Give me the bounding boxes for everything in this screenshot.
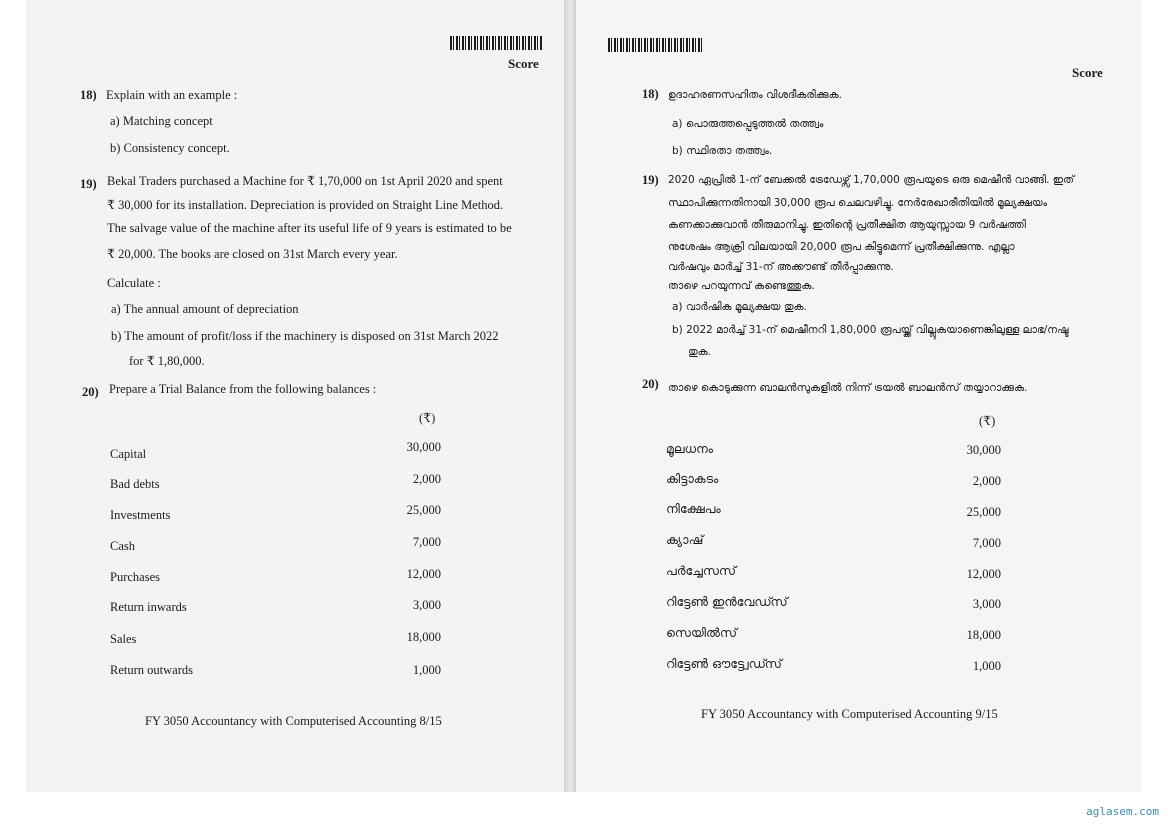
balance-label-ml: സെയിൽസ് xyxy=(666,625,738,640)
balance-label: Sales xyxy=(110,632,137,646)
balance-label: Investments xyxy=(110,508,171,522)
balance-label: Capital xyxy=(110,447,147,461)
question-20-number: 20) xyxy=(82,385,99,399)
question-19-line-3: The salvage value of the machine after its useful life of 9 years is estimated to be xyxy=(107,221,512,235)
question-19-line-1: Bekal Traders purchased a Machine for ₹ 1,70,000 on 1st April 2020 and spent xyxy=(107,174,503,188)
balance-amount-ml: 18,000 xyxy=(966,628,1001,642)
question-18-part-a-ml: a) പൊരുത്തപ്പെടുത്തൽ തത്ത്വം xyxy=(672,118,824,130)
balance-amount: 2,000 xyxy=(412,472,441,486)
question-19-part-b-line-2-ml: തുക. xyxy=(688,346,712,358)
score-label-right: Score xyxy=(1072,65,1103,80)
left-page xyxy=(26,0,564,792)
balance-label-ml: റിട്ടേൺ ഔട്ട്വേഡ്സ് xyxy=(666,656,782,671)
question-19-part-b-line-1: b) The amount of profit/loss if the machinery is disposed on 31st March 2022 xyxy=(111,329,499,343)
balance-amount-ml: 2,000 xyxy=(972,474,1001,488)
balance-amount-ml: 30,000 xyxy=(966,443,1001,457)
currency-header-left: (₹) xyxy=(419,411,436,425)
balance-amount: 12,000 xyxy=(406,567,441,581)
question-19-line-4: ₹ 20,000. The books are closed on 31st March every year. xyxy=(107,247,398,261)
question-20-text-ml: താഴെ കൊടുക്കുന്ന ബാലൻസുകളിൽ നിന്ന് ട്രയൽ ബാലൻസ് തയ്യാറാക്കുക. xyxy=(668,382,1028,394)
balance-amount-ml: 3,000 xyxy=(972,597,1001,611)
question-20-text: Prepare a Trial Balance from the following balances : xyxy=(109,382,377,396)
balance-amount: 30,000 xyxy=(406,440,441,454)
question-19-line-4-ml: നുശേഷം ആക്രി വിലയായി 20,000 രൂപ കിട്ടുമെന്ന് പ്രതീക്ഷിക്കുന്നു. എല്ലാ xyxy=(668,241,1015,253)
question-19-part-b-line-2: for ₹ 1,80,000. xyxy=(129,354,205,368)
question-20-number-ml: 20) xyxy=(642,377,659,391)
barcode-left xyxy=(450,36,542,50)
question-19-part-b-line-1-ml: b) 2022 മാർച്ച് 31-ന് മെഷീനറി 1,80,000 രൂപയ്ക്ക് വില്ലുകയാണെങ്കിലുള്ള ലാഭ/നഷ്ട xyxy=(672,324,1069,336)
balance-amount: 1,000 xyxy=(412,663,441,677)
balance-label-ml: റിട്ടേൺ ഇൻവേഡ്സ് xyxy=(666,594,788,609)
question-19-line-2: ₹ 30,000 for its installation. Depreciation is provided on Straight Line Method. xyxy=(107,198,504,212)
balance-label-ml: കിട്ടാകടം xyxy=(666,471,719,486)
balance-amount-ml: 1,000 xyxy=(972,659,1001,673)
question-18-text: Explain with an example : xyxy=(106,88,238,102)
question-19-line-5-ml: വർഷവും മാർച്ച് 31-ന് അക്കൗണ്ട് തീർപ്പാക്കുന്നു. xyxy=(668,261,894,273)
question-19-number-ml: 19) xyxy=(642,173,659,187)
question-19-part-a: a) The annual amount of depreciation xyxy=(111,302,299,316)
score-label-left: Score xyxy=(508,56,539,71)
balance-label-ml: നിക്ഷേപം xyxy=(666,501,721,516)
balance-label-ml: പർച്ചേസസ് xyxy=(666,563,736,578)
right-page xyxy=(576,0,1142,792)
question-19-line-3-ml: കണക്കാക്കുവാൻ തീരുമാനിച്ചു. ഇതിന്റെ പ്രതീക്ഷിത ആയുസ്സായ 9 വർഷത്തി xyxy=(668,219,1026,231)
balance-label: Return outwards xyxy=(110,663,193,677)
balance-amount: 3,000 xyxy=(412,598,441,612)
balance-label: Cash xyxy=(110,539,135,553)
balance-amount: 25,000 xyxy=(406,503,441,517)
balance-amount-ml: 25,000 xyxy=(966,505,1001,519)
question-19-number: 19) xyxy=(80,177,97,191)
balance-label-ml: മൂലധനം xyxy=(666,441,713,456)
currency-header-right: (₹) xyxy=(979,414,996,428)
question-19-calculate: Calculate : xyxy=(107,276,161,290)
question-19-calculate-ml: താഴെ പറയുന്നവ് കണ്ടെത്തുക. xyxy=(668,280,815,292)
question-19-part-a-ml: a) വാർഷിക മൂല്യക്ഷയ തുക. xyxy=(672,301,807,313)
question-18-part-b: b) Consistency concept. xyxy=(110,141,230,155)
question-19-line-2-ml: സ്ഥാപിക്കുന്നതിനായി 30,000 രൂപ ചെലവഴിച്ചു. നേർരേഖാരീതിയിൽ മൂല്യക്ഷയം xyxy=(668,197,1047,209)
balance-amount-ml: 7,000 xyxy=(972,536,1001,550)
barcode-right xyxy=(608,38,702,52)
book-gutter xyxy=(564,0,576,792)
balance-label: Purchases xyxy=(110,570,160,584)
balance-label: Bad debts xyxy=(110,477,160,491)
question-18-number: 18) xyxy=(80,88,97,102)
question-19-line-1-ml: 2020 ഏപ്രിൽ 1-ന് ബേക്കൽ ട്രേഡേഴ്സ് 1,70,000 രൂപയുടെ ഒരു മെഷീൻ വാങ്ങി. ഇത് xyxy=(668,174,1075,186)
page-footer-left: FY 3050 Accountancy with Computerised Accounting 8/15 xyxy=(145,714,442,728)
question-18-part-a: a) Matching concept xyxy=(110,114,213,128)
question-18-number-ml: 18) xyxy=(642,87,659,101)
balance-amount: 7,000 xyxy=(412,535,441,549)
balance-label: Return inwards xyxy=(110,600,187,614)
question-18-part-b-ml: b) സ്ഥിരതാ തത്ത്വം. xyxy=(672,145,773,157)
balance-label-ml: ക്യാഷ് xyxy=(666,532,704,547)
question-18-text-ml: ഉദാഹരണസഹിതം വിശദീകരിക്കുക. xyxy=(668,89,842,101)
watermark-link[interactable]: aglasem.com xyxy=(1086,805,1159,818)
page-footer-right: FY 3050 Accountancy with Computerised Accounting 9/15 xyxy=(701,707,998,721)
balance-amount: 18,000 xyxy=(406,630,441,644)
balance-amount-ml: 12,000 xyxy=(966,567,1001,581)
